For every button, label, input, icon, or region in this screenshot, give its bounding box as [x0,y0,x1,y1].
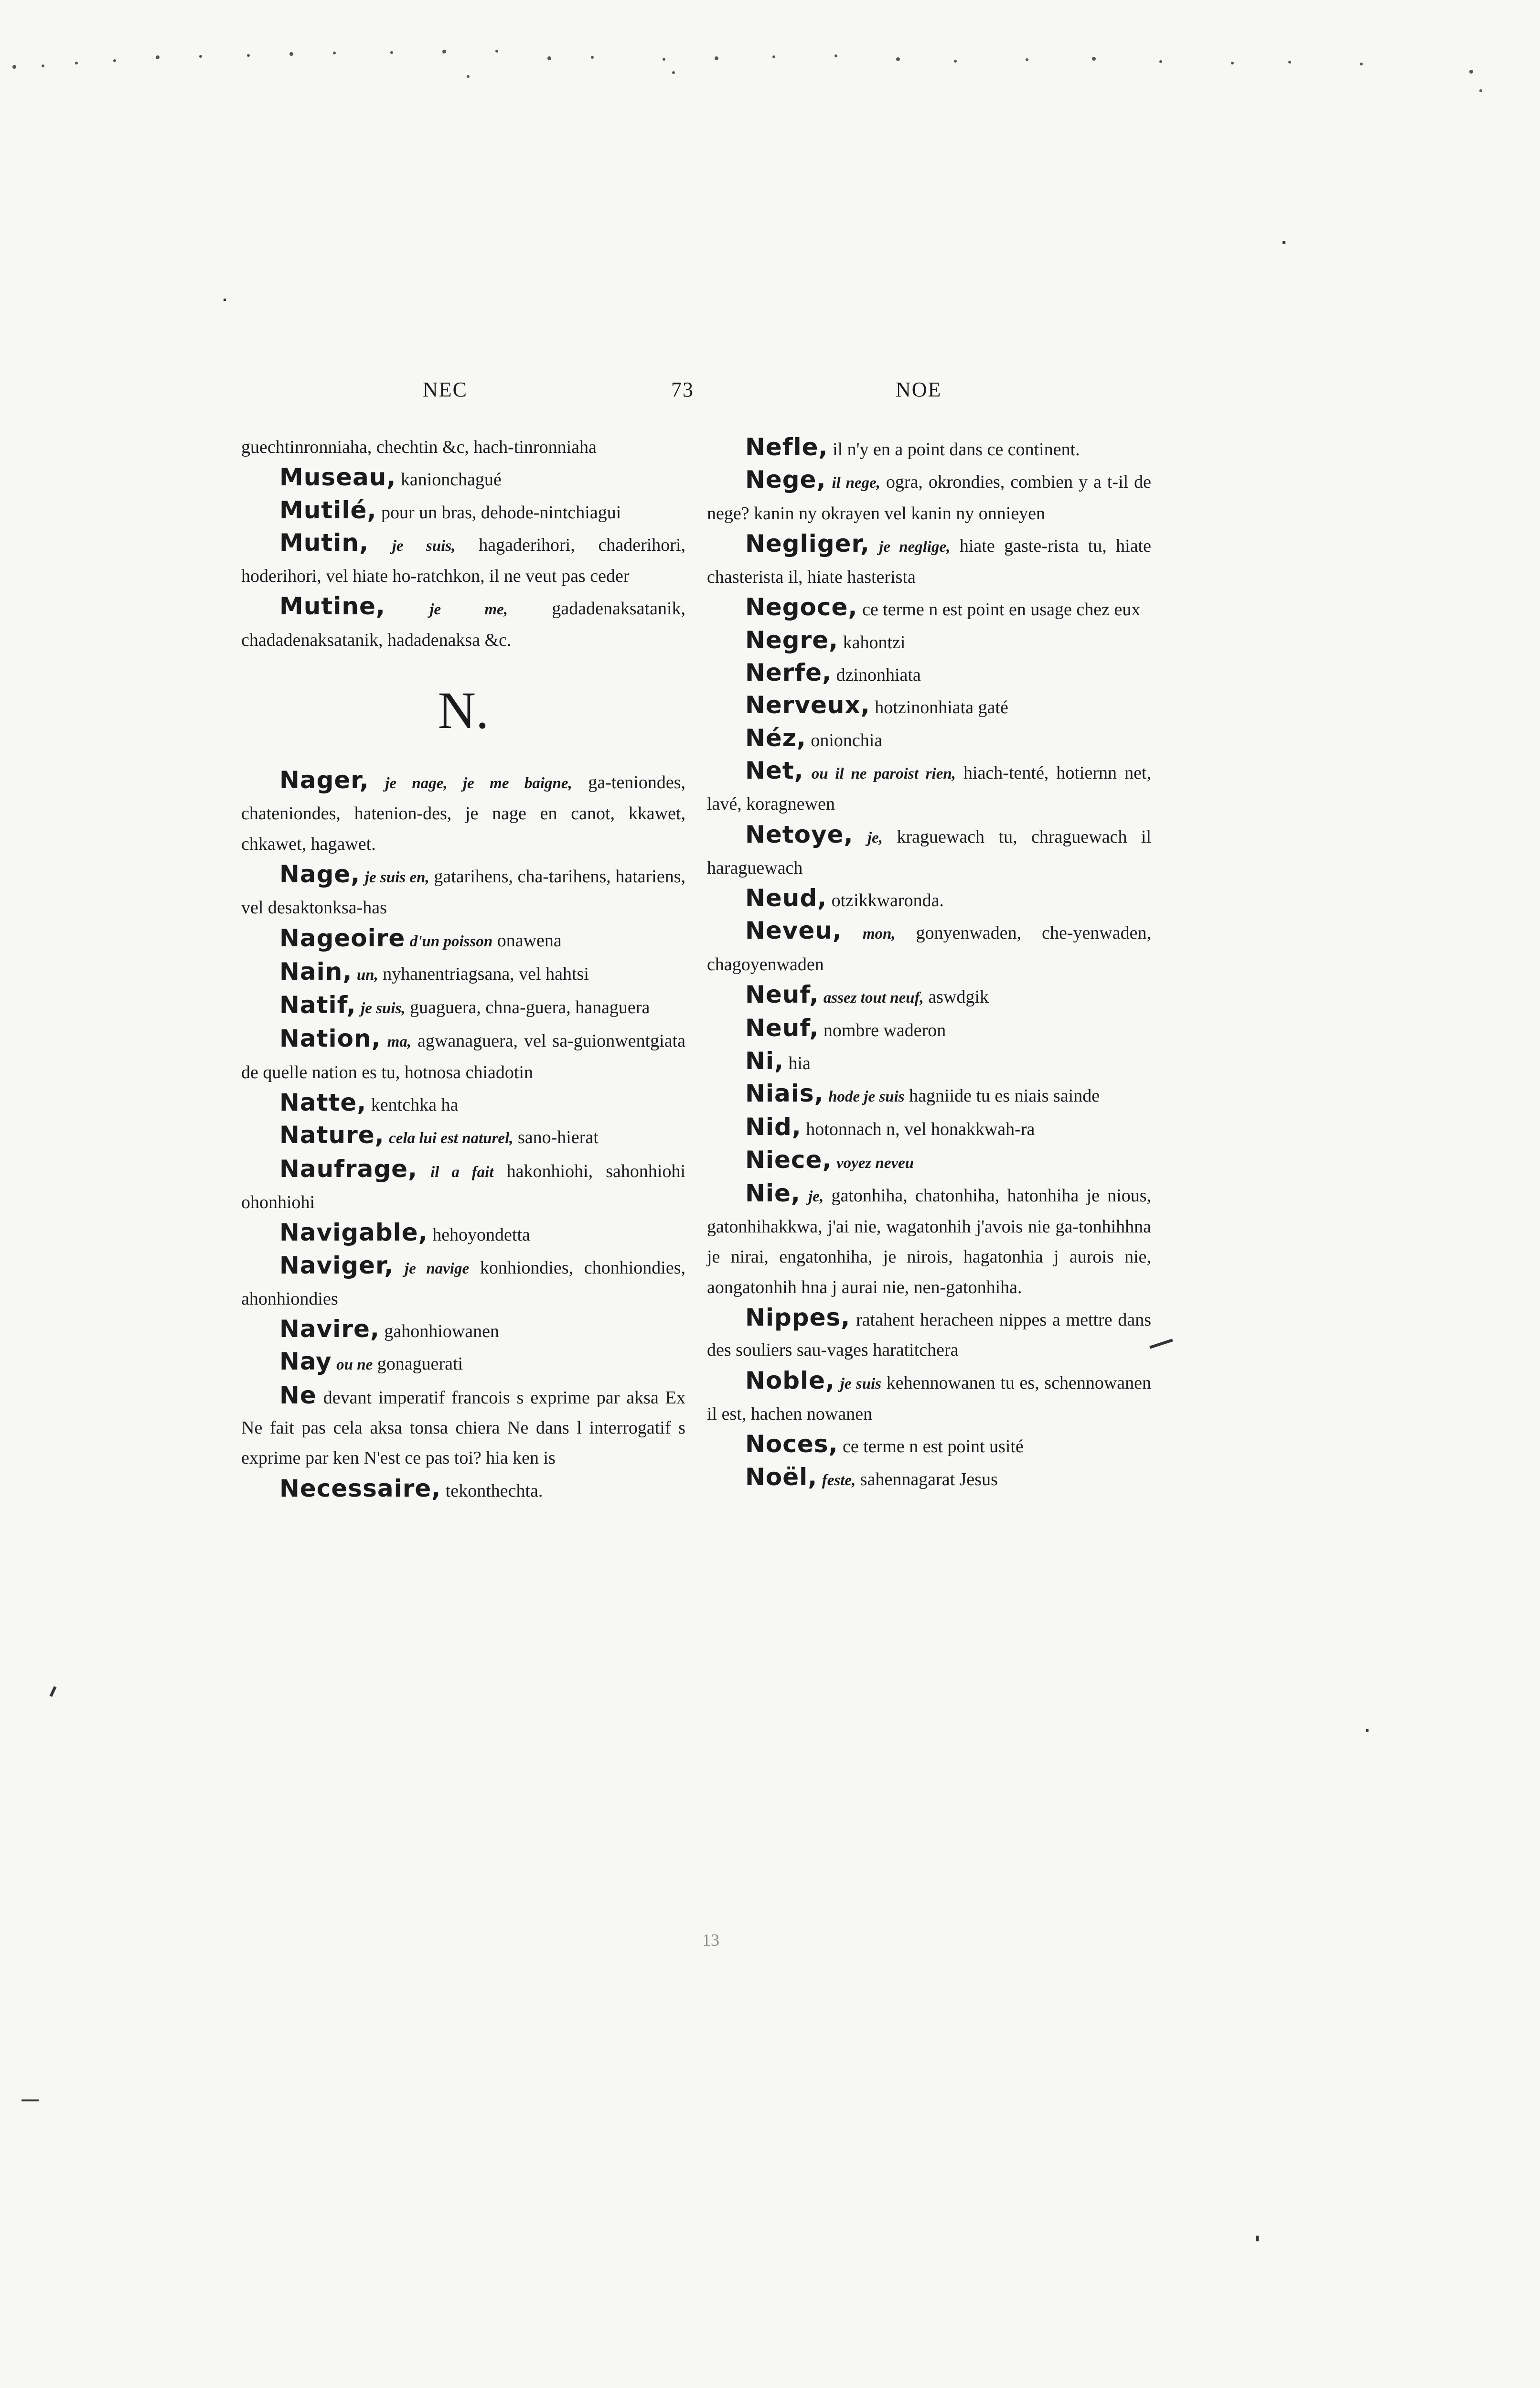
entry-gloss: je nage, je me baigne, [385,775,572,792]
dictionary-entry [707,756,1151,820]
entry-headword: Noces, [745,1430,838,1458]
entry-gloss: un, [356,966,378,984]
entry-headword: Mutine, [279,592,385,621]
dictionary-entry [707,1013,1151,1046]
entry-text: ce terme n est point en usage chez eux [862,600,1141,620]
entry-headword: Netoye, [745,820,854,848]
entry-text: gonaguerati [377,1354,463,1374]
entry-gloss: feste, [822,1471,856,1489]
entry-text: kanionchagué [400,470,502,490]
dictionary-entry [241,1218,685,1250]
dictionary-entry [707,723,1151,756]
entry-text: aswdgik [928,987,989,1007]
entry-headword: Neuf, [745,1014,819,1042]
dictionary-entry [241,990,685,1024]
entry-gloss: ou il ne paroist rien, [811,765,956,782]
entry-headword: Museau, [279,463,396,492]
dictionary-entry [241,462,685,495]
entry-headword: Nefle, [745,433,828,461]
entry-headword: Negliger, [745,529,870,557]
entry-gloss: il a fait [430,1163,494,1181]
scan-speck [1149,1339,1173,1349]
scan-noise-top [0,38,1540,115]
entry-gloss: ou ne [336,1356,373,1374]
entry-text: ratahent heracheen nippes a mettre dans des souliers sau-vages haratitchera [707,1310,1152,1360]
dictionary-entry [241,1024,685,1088]
scan-speck [21,2099,39,2101]
entry-gloss: je me, [429,601,508,619]
entry-gloss: il nege, [832,474,880,492]
dictionary-entry [241,1251,685,1315]
scan-speck [1283,241,1285,244]
header-right: NOE [896,378,942,401]
entry-gloss: je neglige, [879,538,951,556]
entry-headword: Nage, [279,860,361,888]
entry-text: guaguera, chna-guera, hanaguera [410,997,650,1018]
entry-gloss: je, [808,1188,824,1205]
entry-gloss: assez tout neuf, [823,989,924,1007]
entry-headword: Negre, [745,626,839,654]
dictionary-entry [241,1154,685,1218]
dictionary-entry [707,820,1151,884]
entry-gloss: mon, [862,925,896,943]
right-column [707,432,1151,1496]
left-column [241,432,685,1506]
page-number: 73 [671,378,694,401]
entry-text: ga-teniondes, chateniondes, hatenion-des, je nage en canot, kkawet, chkawet, hagawet. [241,772,686,854]
dictionary-entry [707,465,1151,529]
scan-speck [50,1686,57,1697]
dictionary-entry [707,1079,1151,1112]
entry-text: ce terme n est point usité [843,1436,1024,1457]
entry-headword: Nid, [745,1113,802,1141]
entry-headword: Niece, [745,1146,832,1174]
entry-headword: Nay [279,1348,332,1376]
entry-headword: Natif, [279,991,356,1019]
entry-text: hakonhiohi, sahonhiohi ohonhiohi [241,1161,685,1212]
entry-text: gatarihens, cha-tarihens, hatariens, vel desaktonksa-has [241,866,686,918]
entry-text: dzinonhiata [836,665,921,685]
entry-text: hiach-tenté, hotiernn net, lavé, koragnewen [707,762,1151,814]
entry-gloss: je suis [840,1375,882,1392]
running-header [0,377,1540,411]
dictionary-entry [241,859,685,923]
dictionary-entry [707,432,1151,465]
entry-headword: Mutin, [279,528,369,557]
entry-gloss: d'un poisson [409,932,493,950]
dictionary-entry [241,923,685,957]
dictionary-entry [707,1178,1151,1303]
entry-headword: Naviger, [279,1251,394,1279]
entry-text: ogra, okrondies, combien y a t-il de nege? kanin ny okrayen vel kanin ny onnieyen [707,472,1152,524]
entry-headword: Natte, [279,1089,367,1117]
dictionary-entry [241,495,685,528]
dictionary-entry [707,1046,1151,1079]
entry-headword: Ne [279,1381,317,1409]
scan-speck [1366,1729,1369,1732]
dictionary-entry [241,528,685,592]
entry-text: gonyenwaden, che-yenwaden, chagoyenwaden [707,923,1152,974]
entry-gloss: hode je suis [828,1088,905,1105]
entry-headword: Nation, [279,1025,381,1053]
entry-text: nombre waderon [823,1020,946,1041]
entry-text: kentchka ha [371,1095,459,1115]
dictionary-entry [241,432,685,462]
entry-headword: Nippes, [745,1304,851,1332]
entry-text: agwanaguera, vel sa-guionwentgiata de quelle nation es tu, hotnosa chiadotin [241,1031,685,1082]
entry-text: gadadenaksatanik, chadadenaksatanik, hadadenaksa &c. [241,599,686,650]
entry-text: hehoyondetta [432,1225,530,1245]
dictionary-entry [707,1462,1151,1496]
entry-headword: Mutilé, [279,496,377,524]
dictionary-entry [241,1381,685,1474]
entry-gloss: ma, [387,1033,412,1051]
entry-headword: Neveu, [745,917,842,945]
entry-gloss: je suis, [392,537,456,555]
entry-gloss: cela lui est naturel, [389,1130,513,1147]
entry-headword: Necessaire, [279,1474,441,1502]
dictionary-entry [707,690,1151,723]
entry-text: kraguewach tu, chraguewach il haraguewach [707,826,1152,878]
dictionary-entry [241,1120,685,1154]
entry-headword: Nain, [279,957,353,985]
entry-text: hia [788,1053,811,1073]
entry-headword: Niais, [745,1079,824,1107]
entry-headword: Negoce, [745,593,858,621]
entry-text: konhiondies, chonhiondies, ahonhiondies [241,1257,685,1309]
entry-text: pour un bras, dehode-nintchiagui [381,502,621,523]
dictionary-entry [707,592,1151,625]
entry-text: hiate gaste-rista tu, hiate chasterista il, hiate hasterista [707,535,1151,588]
section-letter: N. [438,681,489,740]
entry-headword: Net, [745,756,804,784]
dictionary-entry [707,1112,1151,1145]
entry-text: kehennowanen tu es, schennowanen il est, hachen nowanen [707,1372,1152,1424]
entry-headword: Nie, [745,1179,801,1207]
entry-gloss: voyez neveu [836,1154,914,1172]
entry-headword: Nager, [279,766,369,794]
dictionary-entry [707,1145,1151,1178]
entry-text: il n'y en a point dans ce continent. [833,439,1080,460]
dictionary-entry [241,591,685,655]
dictionary-entry [707,529,1151,593]
scan-speck [1256,2236,1259,2241]
entry-text: gatonhiha, chatonhiha, hatonhiha je nious, gatonhihakkwa, j'ai nie, wagatonhih j'avois nie ga-tonhihhna je nirai, engatonhiha, je nirois, hagatonhia j aurois nie, aongatonhih hna j aurai nie, nen-gatonhiha. [707,1185,1152,1297]
entry-headword: Nature, [279,1121,385,1149]
entry-text: hotzinonhiata gaté [875,697,1008,718]
entry-text: gahonhiowanen [384,1321,499,1342]
entry-headword: Navigable, [279,1219,428,1247]
dictionary-entry [241,957,685,990]
entry-headword: Navire, [279,1315,380,1343]
entry-gloss: je, [867,829,883,846]
dictionary-entry [241,1474,685,1506]
entry-text: guechtinronniaha, chechtin &c, hach-tinronniaha [241,437,597,457]
entry-headword: Nerveux, [745,691,870,719]
entry-text: kahontzi [843,632,906,653]
entry-headword: Nageoire [279,924,406,952]
entry-gloss: je suis, [361,1000,406,1017]
entry-headword: Nerfe, [745,659,832,687]
entry-headword: Noël, [745,1463,818,1491]
entry-headword: Nege, [745,466,826,494]
dictionary-entry [241,1088,685,1120]
entry-text: otzikkwaronda. [831,890,944,911]
entry-headword: Neuf, [745,981,819,1009]
entry-text: sano-hierat [518,1127,599,1148]
entry-text: devant imperatif francois s exprime par aksa Ex Ne fait pas cela aksa tonsa chiera Ne dans l interrogatif s exprime par ken N'est ce pas toi? hia ken is [241,1387,685,1468]
header-left: NEC [423,378,468,401]
dictionary-entry [707,1303,1151,1366]
entry-text: nyhanentriagsana, vel hahtsi [383,964,589,984]
entry-headword: Neud, [745,884,827,912]
entry-text: hagniide tu es niais sainde [909,1085,1100,1106]
entry-headword: Noble, [745,1366,835,1394]
scan-speck [224,299,226,301]
dictionary-entry [241,1347,685,1380]
entry-headword: Naufrage, [279,1155,418,1183]
entry-text: onawena [497,930,562,951]
entry-gloss: je suis en, [364,868,429,886]
footer-mark: 13 [702,1930,719,1949]
dictionary-entry [707,1429,1151,1462]
dictionary-entry [707,980,1151,1013]
dictionary-entry [241,765,685,859]
dictionary-entry [707,1366,1151,1430]
entry-text: tekonthechta. [445,1480,543,1501]
dictionary-entry [707,883,1151,916]
dictionary-entry [707,916,1151,980]
entry-text: hotonnach n, vel honakkwah-ra [806,1119,1035,1140]
entry-text: onionchia [811,730,883,750]
dictionary-entry [241,1314,685,1347]
entry-headword: Ni, [745,1047,784,1075]
entry-text: hagaderihori, chaderihori, hoderihori, vel hiate ho-ratchkon, il ne veut pas ceder [241,535,685,587]
dictionary-entry [707,658,1151,690]
dictionary-entry [707,625,1151,658]
entry-text: sahennagarat Jesus [860,1469,998,1489]
entry-gloss: je navige [405,1260,470,1277]
entry-headword: Néz, [745,724,806,752]
